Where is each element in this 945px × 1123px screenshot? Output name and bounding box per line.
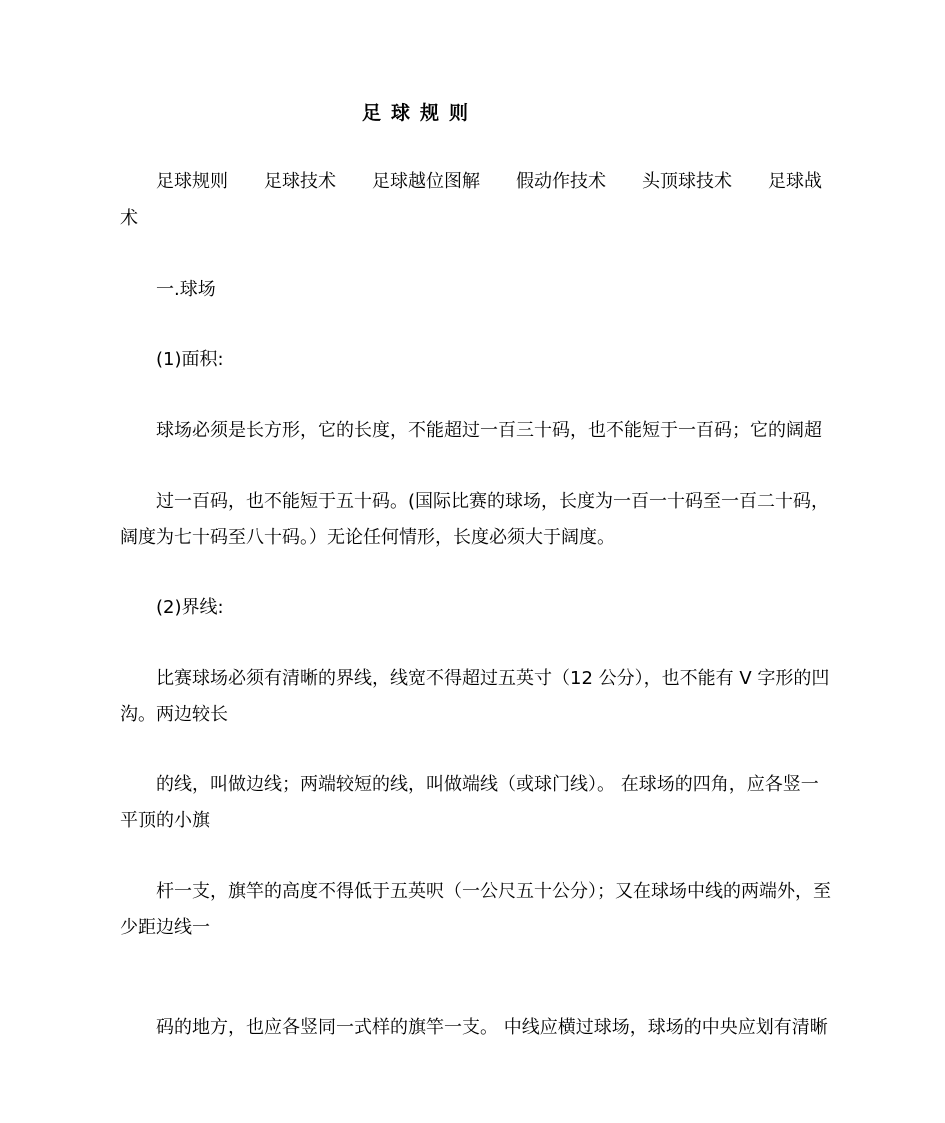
- paragraph-line: 的线，叫做边线；两端较短的线，叫做端线（或球门线）。 在球场的四角，应各竖一: [156, 774, 819, 795]
- nav-link-football-technique[interactable]: 足球技术: [264, 171, 336, 192]
- topic-nav: [156, 170, 826, 196]
- nav-wrap-text[interactable]: 术: [120, 208, 138, 229]
- subheading-boundary: (2)界线:: [156, 597, 224, 618]
- paragraph-line: 平顶的小旗: [120, 810, 210, 831]
- paragraph-line: 比赛球场必须有清晰的界线，线宽不得超过五英寸（12 公分），也不能有 V 字形的凹: [156, 668, 830, 689]
- paragraph-line: 过一百码，也不能短于五十码。(国际比赛的球场，长度为一百一十码至一百二十码，: [156, 491, 830, 512]
- page-title: 足球规则: [362, 102, 479, 124]
- paragraph-line: 码的地方，也应各竖同一式样的旗竿一支。 中线应横过球场，球场的中央应划有清晰: [156, 1017, 828, 1038]
- nav-link-football-rules[interactable]: 足球规则: [156, 171, 228, 192]
- nav-link-heading-technique[interactable]: 头顶球技术: [642, 171, 732, 192]
- section-heading-field: 一.球场: [156, 279, 216, 300]
- paragraph-line: 阔度为七十码至八十码。）无论任何情形，长度必须大于阔度。: [120, 527, 615, 548]
- subheading-area: (1)面积:: [156, 349, 224, 370]
- paragraph-line: 杆一支，旗竿的高度不得低于五英呎（一公尺五十公分）；又在球场中线的两端外，至: [156, 881, 831, 902]
- nav-link-football-tactics[interactable]: 足球战: [768, 171, 822, 192]
- nav-link-offside-diagram[interactable]: 足球越位图解: [372, 171, 480, 192]
- paragraph-line: 少距边线一: [120, 917, 210, 938]
- nav-link-feint-technique[interactable]: 假动作技术: [516, 171, 606, 192]
- paragraph-line: 球场必须是长方形，它的长度，不能超过一百三十码，也不能短于一百码；它的阔超: [156, 420, 822, 441]
- paragraph-line: 沟。两边较长: [120, 704, 228, 725]
